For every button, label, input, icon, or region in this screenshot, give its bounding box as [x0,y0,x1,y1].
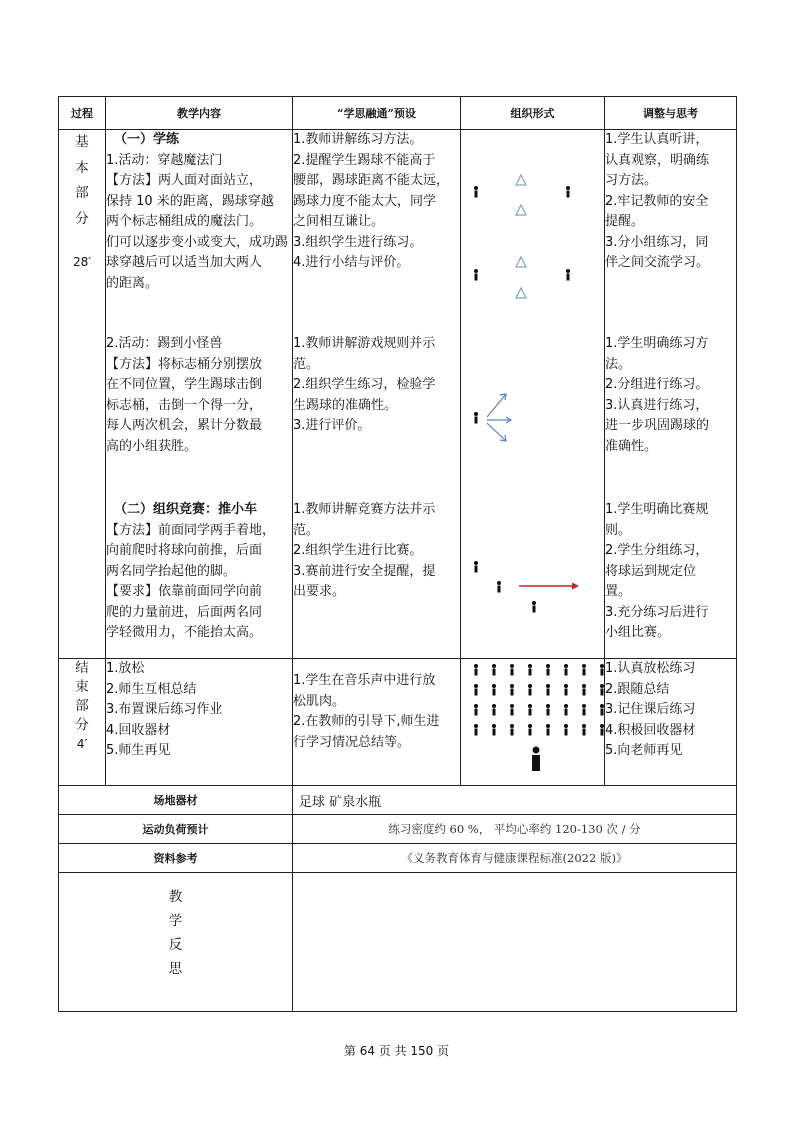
reflection-area[interactable] [293,873,737,1012]
student-icon [564,724,568,736]
text-line: 将球运到规定位 [605,563,697,579]
header-preset: “学思融通”预设 [293,97,461,130]
text-line: 生踢球的准确性。 [293,397,398,413]
student-icon [510,704,514,716]
student-icon [510,724,514,736]
cone-icon [516,175,526,185]
text-line: 【要求】依靠前面同学向前 [106,584,263,599]
text-line: 1.认真放松练习 [605,661,696,676]
ending-preset-cell [293,659,461,786]
text-line: 伴之间交流学习。 [605,255,710,270]
text-line: 2.在教师的引导下,师生进 [293,714,440,729]
text-line: 2.组织学生进行比赛。 [293,543,423,558]
student-icon [492,724,496,736]
student-icon [582,724,586,736]
text-line: 们可以逐步变小或变大，成功踢 [106,234,289,250]
cone-icon [516,205,526,215]
text-line: 范。 [293,356,320,372]
text-line: 两个标志桶组成的魔法门。 [106,214,263,229]
block1-preset [293,130,460,334]
block3-adjust [605,500,736,644]
student-icon [564,664,568,676]
student-icon [600,684,604,696]
basic-preset-cell [293,130,461,659]
label-char: 束 [75,679,89,695]
arrow-icon [487,394,506,417]
student-icon [510,664,514,676]
student-icon [528,664,532,676]
text-line: 1.学生认真听讲， [605,132,709,147]
label-char: 结 [75,660,89,676]
arrow-icon [487,423,506,441]
student-icon [474,269,478,281]
text-line: 2.提醒学生踢球不能高于 [293,152,436,168]
text-line: 4.进行小结与评价。 [293,255,410,270]
venue-value: 足球 矿泉水瓶 [293,786,737,815]
load-row [59,815,737,844]
venue-label: 场地器材 [59,786,293,815]
text-line: 1.教师讲解练习方法。 [293,132,423,147]
student-icon [528,684,532,696]
label-char: 思 [168,961,183,977]
text-line: 学轻微用力，不能抬太高。 [106,625,263,640]
student-icon [492,684,496,696]
text-line: 1.学生在音乐声中进行放 [293,673,436,688]
student-icon [528,724,532,736]
student-icon [566,186,570,198]
student-icon [582,684,586,696]
label-char: 部 [75,185,89,202]
load-label: 运动负荷预计 [59,815,293,844]
duration: 4′ [76,737,88,751]
text-line: 2.学生分组练习， [605,543,709,558]
basic-part-row [59,130,737,659]
venue-row [59,786,737,815]
student-icon [474,186,478,198]
student-icon [546,664,550,676]
text-line: 1.活动：穿越魔法门 [106,152,223,168]
student-icon [492,704,496,716]
student-icon [474,664,478,676]
text-line: 高的小组获胜。 [106,438,198,454]
text-line: 3.赛前进行安全提醒，提 [293,563,436,579]
text-line: 3.认真进行练习， [605,397,709,413]
student-icon [564,704,568,716]
basic-part-label [59,130,106,659]
reflection-row [59,873,737,1012]
student-icon [564,684,568,696]
cone-icon [516,288,526,298]
label-char: 部 [75,698,89,714]
subheading: （二）组织竞赛：推小车 [114,502,258,517]
text-line: 出要求。 [293,584,346,599]
text-line: 在不同位置，学生踢球击倒 [106,377,263,392]
text-line: 1.学生明确比赛规 [605,502,709,517]
header-organization: 组织形式 [461,97,605,130]
student-icon [492,664,496,676]
text-line: 3.记住课后练习 [605,702,696,717]
text-line: 3.分小组练习，同 [605,234,709,250]
text-line: 3.组织学生进行练习。 [293,234,423,250]
text-line: 5.师生再见 [106,743,171,758]
student-icon [497,581,501,593]
text-line: 踢球力度不能太大，同学 [293,193,437,209]
text-line: 行学习情况总结等。 [293,734,411,750]
student-icon [546,724,550,736]
reference-value: 《义务教育体育与健康课程标准(2022 版)》 [293,844,737,873]
block2-content [106,334,292,500]
ending-organization-cell [461,659,605,786]
student-icon [600,724,604,736]
block1-content [106,130,292,334]
text-line: 3.进行评价。 [293,418,371,433]
student-icon [528,704,532,716]
text-line: 2.牢记教师的安全 [605,193,709,209]
text-line: 范。 [293,522,320,538]
text-line: 提醒。 [605,214,645,229]
label-char: 基 [75,134,89,150]
page-number: 第 64 页 共 150 页 [343,1044,450,1058]
text-line: 两名同学抬起他的脚。 [106,563,237,579]
text-line: 小组比赛。 [605,625,671,640]
text-line: 1.放松 [106,661,145,676]
text-line: 的距离。 [106,275,159,291]
text-line: 【方法】将标志桶分别摆放 [106,356,263,372]
block3-content [106,500,292,644]
student-icon [546,704,550,716]
subheading: （一）学练 [114,132,180,147]
text-line: 保持 10 米的距离，踢球穿越 [106,193,274,209]
student-icon [510,684,514,696]
ending-part-row [59,659,737,786]
text-line: 1.教师讲解游戏规则并示 [293,336,436,351]
student-icon [546,684,550,696]
text-line: 球穿越后可以适当加大两人 [106,255,263,270]
basic-organization-cell [461,130,605,659]
student-icon [474,561,478,573]
basic-adjust-cell [605,130,737,659]
text-line: 3.充分练习后进行 [605,604,709,620]
student-icon [474,684,478,696]
text-line: 之间相互谦让。 [293,214,385,229]
ending-part-label [59,659,106,786]
reference-label: 资料参考 [59,844,293,873]
text-line: 5.向老师再见 [605,743,683,758]
diagram-wheelbarrow [474,561,579,613]
text-line: 【方法】两人面对面站立， [106,173,263,188]
block2-preset [293,334,460,500]
text-line: 每人两次机会，累计分数最 [106,418,263,433]
student-icon [600,664,604,676]
text-line: 置。 [605,584,632,599]
label-char: 分 [75,717,89,733]
reference-row [59,844,737,873]
header-row [59,97,737,130]
student-icon [474,412,478,424]
text-line: 2.师生互相总结 [106,681,197,697]
reflection-label [59,873,293,1012]
text-line: 认真观察，明确练 [605,152,710,168]
student-icon [582,664,586,676]
label-char: 分 [75,210,89,227]
text-line: 爬的力量前进，后面两名同 [106,604,263,620]
cone-icon [516,257,526,267]
header-process: 过程 [59,97,106,130]
text-line: 【方法】前面同学两手着地， [106,522,276,538]
text-line: 4.回收器材 [106,722,171,738]
text-line: 腰部，踢球距离不能太远， [293,173,450,188]
block3-preset [293,500,460,603]
load-value: 练习密度约 60 %， 平均心率约 120-130 次 / 分 [293,815,737,844]
text-line: 4.积极回收器材 [605,722,696,738]
text-line: 进一步巩固踢球的 [605,418,710,433]
formation-diagram [461,659,605,781]
label-char: 本 [75,159,89,176]
student-icon [600,704,604,716]
basic-content-cell [106,130,293,659]
ending-content-cell [106,659,293,786]
text-line: 3.布置课后练习作业 [106,702,223,717]
text-line: 习方法。 [605,173,658,188]
duration: 28′ [73,254,91,269]
label-char: 学 [168,913,183,929]
label-char: 反 [168,937,183,953]
text-line: 法。 [605,356,632,372]
student-icon [474,704,478,716]
student-icon [582,704,586,716]
diagram-magic-gate [474,175,570,298]
block2-adjust [605,334,736,500]
text-line: 2.跟随总结 [605,681,670,697]
text-line: 向前爬时将球向前推，后面 [106,543,263,558]
lesson-plan-table [58,96,737,1012]
label-char: 教 [168,889,183,905]
student-icon [474,724,478,736]
block1-adjust [605,130,736,334]
organization-diagrams [461,130,605,654]
diagram-kick-targets [474,394,511,441]
header-adjustment: 调整与思考 [605,97,737,130]
text-line: 2.活动：踢到小怪兽 [106,336,223,351]
text-line: 1.教师讲解竞赛方法并示 [293,502,436,517]
text-line: 2.分组进行练习。 [605,377,709,392]
student-icon [566,269,570,281]
text-line: 松肌肉。 [293,693,346,709]
text-line: 则。 [605,522,632,538]
text-line: 1.学生明确练习方 [605,336,709,351]
header-content: 教学内容 [106,97,293,130]
text-line: 标志桶，击倒一个得一分， [106,397,263,413]
text-line: 准确性。 [605,438,658,454]
teacher-icon [532,747,540,772]
text-line: 2.组织学生练习，检验学 [293,377,436,392]
ending-adjust-cell [605,659,737,786]
student-icon [532,601,536,613]
